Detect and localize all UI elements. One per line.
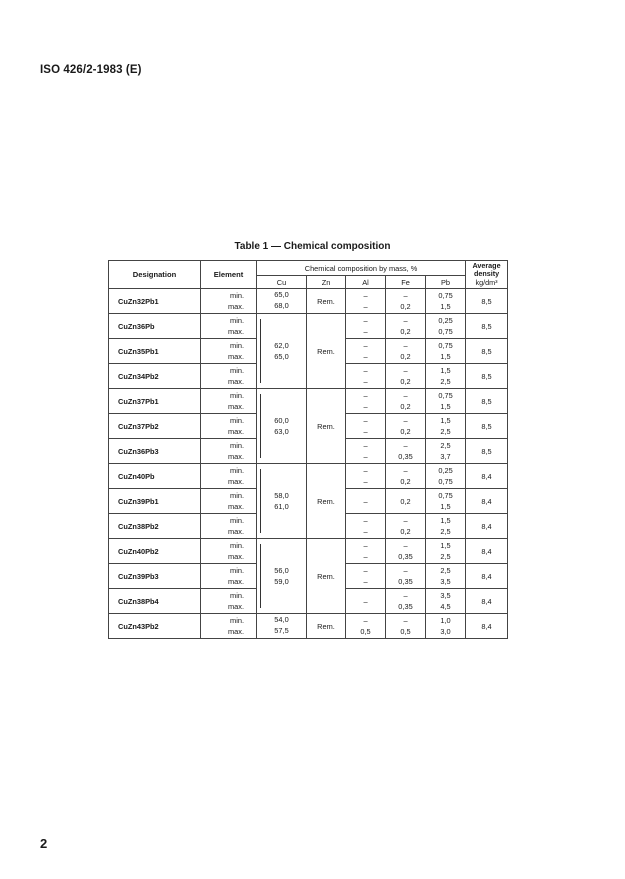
designation-cell: CuZn40Pb2: [109, 539, 201, 564]
pb-cell: [426, 364, 466, 389]
pb-cell: [426, 514, 466, 539]
fe-cell: [386, 314, 426, 339]
fe-cell-max: 0,2: [400, 402, 411, 411]
table-row: [109, 289, 508, 314]
header-fe: Fe: [386, 276, 426, 289]
al-cell-min: –: [363, 316, 368, 325]
fe-cell-min: –: [403, 366, 408, 375]
element-cell: [201, 289, 257, 314]
cu-values: [274, 490, 288, 512]
designation-cell: CuZn36Pb3: [109, 439, 201, 464]
element-cell-max: max.: [227, 602, 244, 611]
al-cell-max: –: [363, 427, 368, 436]
al-cell: [346, 564, 386, 589]
cu-value-max: 61,0: [274, 502, 289, 511]
pb-cell-min: 3,5: [440, 591, 451, 600]
al-cell-min: –: [363, 566, 368, 575]
cu-values: [274, 614, 288, 636]
header-density-line2: density: [473, 269, 500, 279]
designation-cell: CuZn36Pb: [109, 314, 201, 339]
cu-range: [257, 315, 306, 387]
fe-cell: [386, 364, 426, 389]
density-cell: 8,4: [466, 614, 508, 639]
pb-cell-max: 0,75: [438, 327, 453, 336]
al-cell: [346, 339, 386, 364]
pb-cell-min: 1,5: [440, 366, 451, 375]
al-cell-max: –: [363, 377, 368, 386]
fe-cell-max: 0,2: [400, 302, 411, 311]
designation-cell: CuZn43Pb2: [109, 614, 201, 639]
al-cell-max: –: [363, 496, 368, 506]
fe-cell: [386, 489, 426, 514]
chemical-composition-table: [108, 260, 508, 639]
al-cell-max: –: [363, 402, 368, 411]
zn-cell: Rem.: [307, 389, 346, 464]
al-cell: [346, 614, 386, 639]
pb-cell: [426, 289, 466, 314]
cu-cell: [257, 614, 307, 639]
element-cell-min: min.: [230, 516, 244, 525]
element-cell-min: min.: [230, 616, 244, 625]
designation-cell: CuZn32Pb1: [109, 289, 201, 314]
cu-range: [257, 465, 306, 537]
pb-cell: [426, 314, 466, 339]
pb-cell-min: 0,75: [438, 341, 453, 350]
density-cell: 8,4: [466, 589, 508, 614]
designation-cell: CuZn38Pb2: [109, 514, 201, 539]
pb-cell-max: 3,7: [440, 452, 451, 461]
element-cell: [201, 464, 257, 489]
al-cell-min: –: [363, 466, 368, 475]
fe-cell-max: 0,2: [400, 352, 411, 361]
cu-value-min: 56,0: [274, 566, 289, 575]
element-cell: [201, 564, 257, 589]
density-cell: 8,4: [466, 464, 508, 489]
pb-cell-min: 1,0: [440, 616, 451, 625]
pb-cell-min: 2,5: [440, 441, 451, 450]
element-cell-min: min.: [230, 491, 244, 500]
cu-cell: [257, 314, 307, 389]
designation-cell: CuZn39Pb3: [109, 564, 201, 589]
al-cell: [346, 389, 386, 414]
fe-cell-max: 0,2: [400, 477, 411, 486]
fe-cell-min: –: [403, 416, 408, 425]
page-number: 2: [40, 836, 48, 851]
cu-values: [274, 565, 288, 587]
pb-cell-min: 2,5: [440, 566, 451, 575]
cu-value-min: 62,0: [274, 341, 289, 350]
al-cell: [346, 314, 386, 339]
density-cell: 8,4: [466, 564, 508, 589]
al-cell-min: –: [363, 291, 368, 300]
element-cell-min: min.: [230, 466, 244, 475]
pb-cell-max: 2,5: [440, 377, 451, 386]
element-cell-max: max.: [227, 427, 244, 436]
table-row: [109, 464, 508, 489]
header-chemical-composition: Chemical composition by mass, %: [257, 261, 466, 276]
al-cell-min: –: [363, 391, 368, 400]
al-cell-min: –: [363, 416, 368, 425]
designation-cell: CuZn37Pb1: [109, 389, 201, 414]
element-cell-max: max.: [227, 527, 244, 536]
fe-cell: [386, 439, 426, 464]
al-cell: [346, 414, 386, 439]
element-cell: [201, 489, 257, 514]
fe-cell: [386, 289, 426, 314]
al-cell-min: –: [363, 366, 368, 375]
element-cell: [201, 514, 257, 539]
density-cell: 8,5: [466, 339, 508, 364]
header-pb: Pb: [426, 276, 466, 289]
fe-cell: [386, 339, 426, 364]
pb-cell-min: 1,5: [440, 516, 451, 525]
cu-value-max: 63,0: [274, 427, 289, 436]
cu-value-max: 68,0: [274, 301, 289, 310]
cu-bracket: [260, 544, 264, 608]
element-cell-max: max.: [227, 552, 244, 561]
al-cell: [346, 439, 386, 464]
density-cell: 8,5: [466, 389, 508, 414]
al-cell: [346, 514, 386, 539]
element-cell: [201, 589, 257, 614]
zn-cell: Rem.: [307, 289, 346, 314]
zn-cell: Rem.: [307, 314, 346, 389]
header-density-line1: Average: [472, 260, 501, 270]
table-row: [109, 614, 508, 639]
pb-cell: [426, 489, 466, 514]
pb-cell: [426, 414, 466, 439]
cu-cell: [257, 539, 307, 614]
fe-cell-max: 0,5: [400, 627, 411, 636]
pb-cell-max: 4,5: [440, 602, 451, 611]
density-cell: 8,5: [466, 289, 508, 314]
fe-cell-max: 0,2: [400, 327, 411, 336]
element-cell: [201, 414, 257, 439]
al-cell-min: –: [363, 541, 368, 550]
pb-cell-max: 3,0: [440, 627, 451, 636]
pb-cell-min: 0,25: [438, 316, 453, 325]
fe-cell: [386, 589, 426, 614]
pb-cell-max: 2,5: [440, 427, 451, 436]
element-cell-max: max.: [227, 352, 244, 361]
zn-cell: Rem.: [307, 539, 346, 614]
cu-bracket: [260, 469, 264, 533]
cu-values: [274, 415, 288, 437]
cu-range: [257, 540, 306, 612]
header-average-density: [466, 261, 508, 289]
fe-cell: [386, 614, 426, 639]
element-cell-max: max.: [227, 502, 244, 511]
fe-cell: [386, 464, 426, 489]
fe-cell-min: –: [403, 391, 408, 400]
density-cell: 8,4: [466, 539, 508, 564]
al-cell-max: –: [363, 552, 368, 561]
pb-cell-max: 1,5: [440, 352, 451, 361]
pb-cell: [426, 614, 466, 639]
pb-cell: [426, 589, 466, 614]
fe-cell-max: 0,2: [400, 427, 411, 436]
designation-cell: CuZn37Pb2: [109, 414, 201, 439]
header-cu: Cu: [257, 276, 307, 289]
document-header: ISO 426/2-1983 (E): [40, 64, 142, 76]
table-row: [109, 539, 508, 564]
pb-cell: [426, 439, 466, 464]
element-cell-max: max.: [227, 302, 244, 311]
element-cell-min: min.: [230, 416, 244, 425]
fe-cell: [386, 414, 426, 439]
element-cell: [201, 364, 257, 389]
al-cell: [346, 364, 386, 389]
fe-cell-max: 0,35: [398, 552, 413, 561]
pb-cell-min: 0,75: [438, 491, 453, 500]
pb-cell: [426, 389, 466, 414]
header-zn: Zn: [307, 276, 346, 289]
pb-cell-max: 0,75: [438, 477, 453, 486]
element-cell: [201, 339, 257, 364]
density-cell: 8,5: [466, 439, 508, 464]
table-caption: Table 1 — Chemical composition: [234, 241, 391, 252]
al-cell: [346, 489, 386, 514]
pb-cell: [426, 464, 466, 489]
al-cell-min: –: [363, 516, 368, 525]
element-cell-max: max.: [227, 402, 244, 411]
al-cell-max: –: [363, 302, 368, 311]
element-cell-min: min.: [230, 341, 244, 350]
density-cell: 8,5: [466, 364, 508, 389]
table-body: [109, 289, 508, 639]
cu-range: [257, 614, 306, 638]
fe-cell-max: 0,35: [398, 577, 413, 586]
element-cell-min: min.: [230, 591, 244, 600]
header-density-unit: kg/dm³: [475, 277, 498, 287]
designation-cell: CuZn38Pb4: [109, 589, 201, 614]
element-cell: [201, 389, 257, 414]
pb-cell-max: 1,5: [440, 302, 451, 311]
cu-value-max: 59,0: [274, 577, 289, 586]
cu-cell: [257, 289, 307, 314]
designation-cell: CuZn34Pb2: [109, 364, 201, 389]
zn-cell: Rem.: [307, 614, 346, 639]
element-cell-max: max.: [227, 327, 244, 336]
fe-cell-max: 0,35: [398, 602, 413, 611]
al-cell: [346, 539, 386, 564]
element-cell-min: min.: [230, 316, 244, 325]
density-cell: 8,4: [466, 514, 508, 539]
cu-bracket: [260, 319, 264, 383]
element-cell-min: min.: [230, 291, 244, 300]
fe-cell: [386, 514, 426, 539]
al-cell: [346, 289, 386, 314]
pb-cell-max: 1,5: [440, 502, 451, 511]
pb-cell-max: 2,5: [440, 527, 451, 536]
pb-cell-min: 0,75: [438, 291, 453, 300]
header-al: Al: [346, 276, 386, 289]
cu-range: [257, 390, 306, 462]
fe-cell-min: –: [403, 566, 408, 575]
element-cell-min: min.: [230, 541, 244, 550]
al-cell-min: –: [363, 616, 368, 625]
fe-cell-min: –: [403, 466, 408, 475]
al-cell-max: –: [363, 452, 368, 461]
cu-value-min: 58,0: [274, 491, 289, 500]
cu-value-min: 54,0: [274, 615, 289, 624]
element-cell-max: max.: [227, 477, 244, 486]
table-row: [109, 389, 508, 414]
element-cell-max: max.: [227, 627, 244, 636]
al-cell-min: –: [363, 596, 368, 606]
fe-cell-max: 0,2: [400, 527, 411, 536]
pb-cell-min: 1,5: [440, 541, 451, 550]
fe-cell: [386, 389, 426, 414]
fe-cell-max: 0,35: [398, 452, 413, 461]
cu-values: [274, 289, 288, 311]
pb-cell: [426, 539, 466, 564]
al-cell-max: –: [363, 477, 368, 486]
table-row: [109, 314, 508, 339]
density-cell: 8,4: [466, 489, 508, 514]
al-cell-max: 0,5: [360, 627, 371, 636]
element-cell-min: min.: [230, 566, 244, 575]
cu-bracket: [260, 394, 264, 458]
cu-value-min: 60,0: [274, 416, 289, 425]
al-cell-max: –: [363, 327, 368, 336]
cu-values: [274, 340, 288, 362]
fe-cell-min: –: [403, 541, 408, 550]
designation-cell: CuZn40Pb: [109, 464, 201, 489]
cu-cell: [257, 389, 307, 464]
element-cell: [201, 539, 257, 564]
al-cell-min: –: [363, 341, 368, 350]
cu-value-min: 65,0: [274, 290, 289, 299]
pb-cell-max: 3,5: [440, 577, 451, 586]
header-designation: Designation: [109, 261, 201, 289]
zn-cell: Rem.: [307, 464, 346, 539]
element-cell: [201, 314, 257, 339]
designation-cell: CuZn39Pb1: [109, 489, 201, 514]
fe-cell-min: –: [403, 591, 408, 600]
designation-cell: CuZn35Pb1: [109, 339, 201, 364]
fe-cell-max: 0,2: [400, 377, 411, 386]
fe-cell-min: –: [403, 441, 408, 450]
fe-cell: [386, 539, 426, 564]
al-cell-min: –: [363, 441, 368, 450]
pb-cell-min: 0,25: [438, 466, 453, 475]
pb-cell-max: 2,5: [440, 552, 451, 561]
fe-cell-min: –: [403, 316, 408, 325]
al-cell: [346, 464, 386, 489]
fe-cell-min: –: [403, 616, 408, 625]
element-cell-max: max.: [227, 377, 244, 386]
cu-range: [257, 289, 306, 313]
pb-cell: [426, 564, 466, 589]
header-element: Element: [201, 261, 257, 289]
pb-cell-min: 1,5: [440, 416, 451, 425]
density-cell: 8,5: [466, 414, 508, 439]
element-cell: [201, 439, 257, 464]
pb-cell: [426, 339, 466, 364]
cu-cell: [257, 464, 307, 539]
pb-cell-min: 0,75: [438, 391, 453, 400]
density-cell: 8,5: [466, 314, 508, 339]
element-cell-max: max.: [227, 577, 244, 586]
al-cell-max: –: [363, 352, 368, 361]
fe-cell-max: 0,2: [400, 496, 411, 506]
fe-cell: [386, 564, 426, 589]
al-cell-max: –: [363, 577, 368, 586]
cu-value-max: 65,0: [274, 352, 289, 361]
fe-cell-min: –: [403, 341, 408, 350]
fe-cell-min: –: [403, 516, 408, 525]
element-cell-max: max.: [227, 452, 244, 461]
al-cell-max: –: [363, 527, 368, 536]
fe-cell-min: –: [403, 291, 408, 300]
element-cell-min: min.: [230, 441, 244, 450]
pb-cell-max: 1,5: [440, 402, 451, 411]
element-cell-min: min.: [230, 391, 244, 400]
element-cell: [201, 614, 257, 639]
element-cell-min: min.: [230, 366, 244, 375]
al-cell: [346, 589, 386, 614]
cu-value-max: 57,5: [274, 626, 289, 635]
